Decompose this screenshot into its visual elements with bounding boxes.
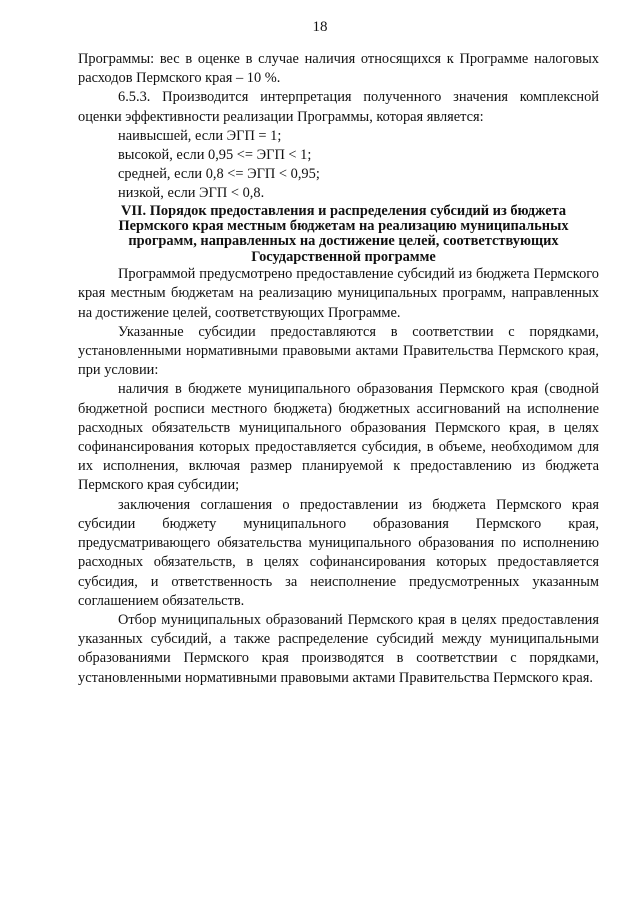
condition-low: низкой, если ЭГП < 0,8. (118, 185, 265, 202)
paragraph-budget-allocation-condition: наличия в бюджете муниципального образования Пермского края (сводной бюджетной росписи местного бюджета) бюджетных ассигнований на исполнение расходных обязательств муниципального образования Пермского края, в целях софинансирования которых предоставляется субсидия, в объеме, необходимом для их исполнения, включая размер планируемой к предоставлению из бюджета Пермского края субсидии; (78, 381, 599, 494)
page-number: 18 (312, 19, 328, 35)
section-heading: VII. Порядок предоставления и распределения субсидий из бюджета Пермского края местным бюджетам на реализацию муниципальных программ, направленных на достижение целей, соответствующих Государственной программе (118, 202, 569, 265)
condition-medium: средней, если 0,8 <= ЭГП < 0,95; (118, 166, 320, 183)
paragraph-weight-continuation: Программы: вес в оценке в случае наличия относящихся к Программе налоговых расходов Пермского края – 10 %. (78, 51, 599, 87)
document-body (78, 50, 599, 688)
paragraph-selection-distribution: Отбор муниципальных образований Пермского края в целях предоставления указанных субсидий, а также распределение субсидий между муниципальными образованиями Пермского края производятся в соответствии с порядками, установленными нормативными правовыми актами Правительства Пермского края. (78, 611, 599, 686)
paragraph-subsidies-conditions: Указанные субсидии предоставляются в соответствии с порядками, установленными нормативными правовыми актами Правительства Пермского края, при условии: (78, 323, 599, 379)
condition-high: высокой, если 0,95 <= ЭГП < 1; (118, 147, 312, 164)
paragraph-6-5-3: 6.5.3. Производится интерпретация полученного значения комплексной оценки эффективности реализации Программы, которая является: (78, 89, 599, 125)
paragraph-agreement-condition: заключения соглашения о предоставлении из бюджета Пермского края субсидии бюджету муниципального образования Пермского края, предусматривающего обязательства муниципального образования по исполнению расходных обязательств, в целях софинансирования которых предоставляется субсидия, и ответственность за неисполнение предусмотренных указанным соглашением обязательств. (78, 496, 599, 609)
condition-highest: наивысшей, если ЭГП = 1; (118, 127, 282, 144)
paragraph-subsidies-provision: Программой предусмотрено предоставление субсидий из бюджета Пермского края местным бюджетам на реализацию муниципальных программ, направленных на достижение целей, соответствующих Программе. (78, 266, 599, 321)
